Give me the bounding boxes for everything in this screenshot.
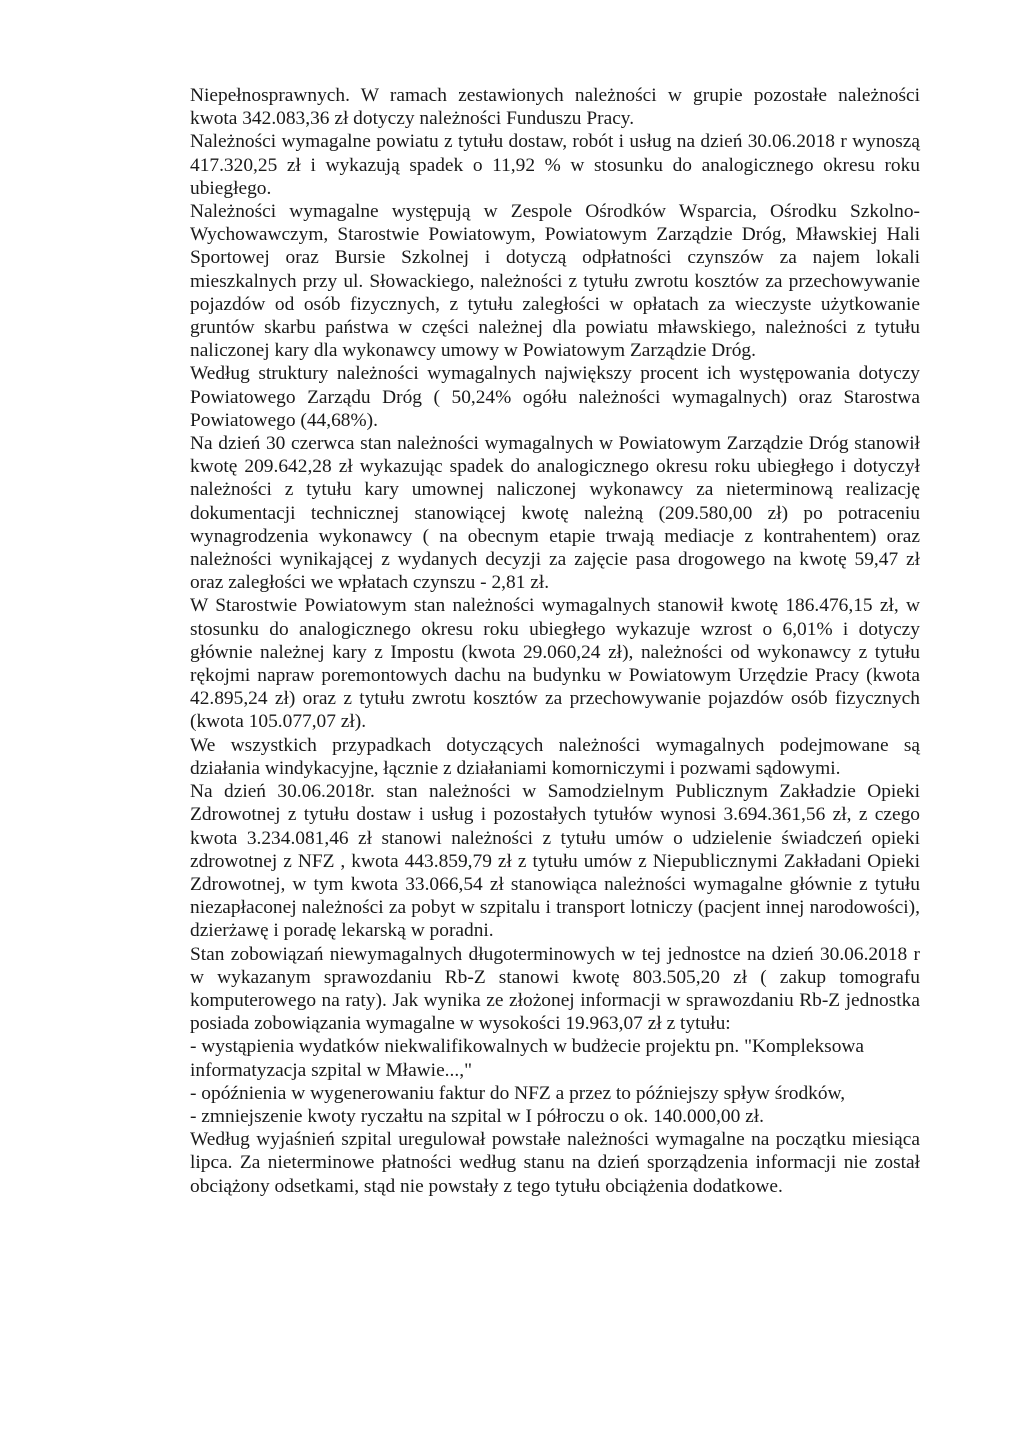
paragraph-zarzad-drog: Na dzień 30 czerwca stan należności wymagalnych w Powiatowym Zarządzie Dróg stanowił kwotę 209.642,28 zł wykazując spadek do analogicznego okresu roku ubiegłego i dotyczył należności z tytułu kary umownej naliczonej wykonawcy za nieterminową realizację dokumentacji technicznej stanowiącej kwotę należną (209.580,00 zł) po potraceniu wynagrodzenia wykonawcy ( na obecnym etapie trwają mediacje z kontrahentem) oraz należności wynikającej z wydanych decyzji za zajęcie pasa drogowego na kwotę 59,47 zł oraz zaległości we wpłatach czynszu - 2,81 zł. (190, 433, 920, 594)
list-item: - zmniejszenie kwoty ryczałtu na szpital w I półroczu o ok. 140.000,00 zł. (190, 1105, 765, 1127)
paragraph-naleznosci-wystepuja: Należności wymagalne występują w Zespole Ośrodków Wsparcia, Ośrodku Szkolno-Wychowawczym, Starostwie Powiatowym, Powiatowym Zarządzie Dróg, Mławskiej Hali Sportowej oraz Bursie Szkolnej i dotyczą odpłatności czynszów za najem lokali mieszkalnych przy ul. Słowackiego, należności z tytułu zwrotu kosztów za przechowywanie pojazdów od osób fizycznych, z tytułu zaległości w opłatach za wieczyste użytkowanie gruntów skarbu państwa w części należnej dla powiatu mławskiego, należności z tytułu naliczonej kary dla wykonawcy umowy w Powiatowym Zarządzie Dróg. (190, 201, 920, 362)
paragraph-funduszu-pracy: Niepełnosprawnych. W ramach zestawionych należności w grupie pozostałe należności kwota 342.083,36 zł dotyczy należności Funduszu Pracy. (190, 85, 920, 130)
paragraph-zobowiazania: Stan zobowiązań niewymagalnych długoterminowych w tej jednostce na dzień 30.06.2018 r w wykazanym sprawozdaniu Rb-Z stanowi kwotę 803.505,20 zł ( zakup tomografu komputerowego na raty). Jak wynika ze złożonej informacji w sprawozdaniu Rb-Z jednostka posiada zobowiązania wymagalne w wysokości 19.963,07 zł z tytułu: (190, 943, 920, 1035)
document-body (190, 84, 920, 1198)
paragraph-spzoz: Na dzień 30.06.2018r. stan należności w Samodzielnym Publicznym Zakładzie Opieki Zdrowotnej z tytułu dostaw i usług i pozostałych tytułów wynosi 3.694.361,56 zł, z czego kwota 3.234.081,46 zł stanowi należności z tytułu umów o udzielenie świadczeń opieki zdrowotnej z NFZ , kwota 443.859,79 zł z tytułu umów z Niepublicznymi Zakładani Opieki Zdrowotnej, w tym kwota 33.066,54 zł stanowiąca należności wymagalne głównie z tytułu niezapłaconej należności za pobyt w szpitalu i transport lotniczy (pacjent innej narodowości), dzierżawę i poradę lekarską w poradni. (190, 781, 920, 942)
paragraph-starostwo: W Starostwie Powiatowym stan należności wymagalnych stanowił kwotę 186.476,15 zł, w stosunku do analogicznego okresu roku ubiegłego wykazuje wzrost o 6,01% i dotyczy głównie należnej kary z Impostu (kwota 29.060,24 zł), należności od wykonawcy z tytułu rękojmi napraw poremontowych dachu na budynku w Powiatowym Urzędzie Pracy (kwota 42.895,24 zł) oraz z tytułu zwrotu kosztów za przechowywanie pojazdów osób fizycznych (kwota 105.077,07 zł). (190, 595, 920, 733)
paragraph-naleznosci-dostaw: Należności wymagalne powiatu z tytułu dostaw, robót i usług na dzień 30.06.2018 r wynoszą 417.320,25 zł i wykazują spadek o 11,92 % w stosunku do analogicznego okresu roku ubiegłego. (190, 131, 920, 199)
paragraph-wyjasnienia: Według wyjaśnień szpital uregulował powstałe należności wymagalne na początku miesiąca lipca. Za nieterminowe płatności według stanu na dzień sporządzenia informacji nie został obciążony odsetkami, stąd nie powstały z tego tytułu obciążenia dodatkowe. (190, 1129, 920, 1197)
list-item: - wystąpienia wydatków niekwalifikowalnych w budżecie projektu pn. "Kompleksowa informatyzacja szpital w Mławie...," (190, 1036, 865, 1081)
paragraph-windykacja: We wszystkich przypadkach dotyczących należności wymagalnych podejmowane są działania windykacyjne, łącznie z działaniami komorniczymi i pozwami sądowymi. (190, 734, 920, 779)
paragraph-struktura-naleznosci: Według struktury należności wymagalnych największy procent ich występowania dotyczy Powiatowego Zarządu Dróg ( 50,24% ogółu należności wymagalnych) oraz Starostwa Powiatowego (44,68%). (190, 363, 920, 431)
list-item: - opóźnienia w wygenerowaniu faktur do NFZ a przez to późniejszy spływ środków, (190, 1082, 846, 1104)
